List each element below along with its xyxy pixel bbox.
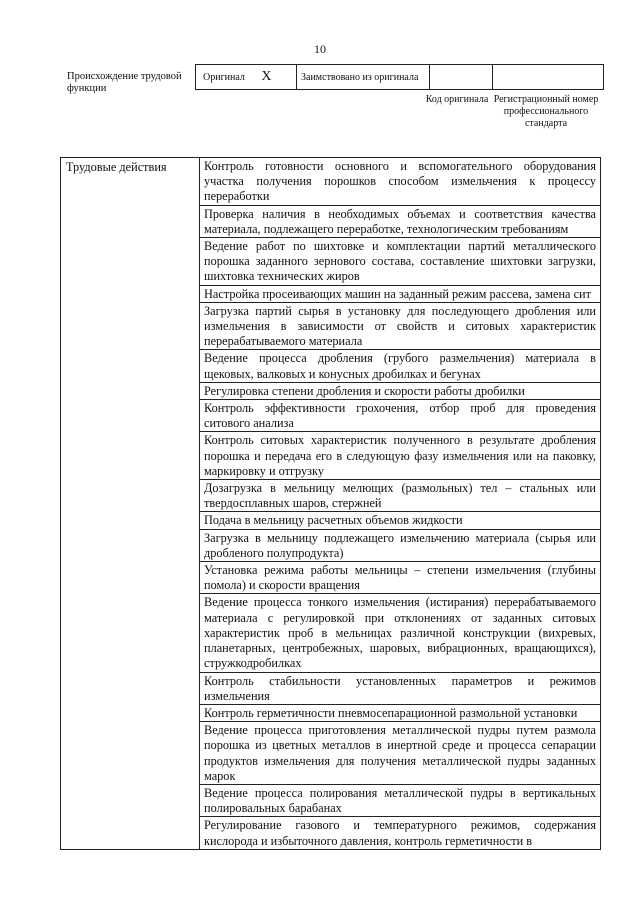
table-row	[61, 158, 601, 206]
labor-action-item: Регулирование газового и температурного режимов, содержания кислорода и избыточного давления, контроль герметичности в	[200, 817, 601, 849]
page-number: 10	[314, 42, 326, 56]
labor-action-item: Ведение работ по шихтовке и комплектации партий металлического порошка заданного зернового состава, составление шихтовки загрузки, шихтовка технических жиров	[200, 238, 601, 286]
labor-action-item: Контроль готовности основного и вспомогательного оборудования участка получения порошков способом измельчения к процессу переработки	[200, 158, 601, 206]
borrowed-cell: Заимствовано из оригинала	[297, 65, 430, 90]
labor-action-item: Загрузка в мельницу подлежащего измельчению материала (сырья или дробленого полупродукта)	[200, 529, 601, 561]
labor-action-item: Контроль стабильности установленных параметров и режимов измельчения	[200, 672, 601, 704]
code-cell	[430, 65, 493, 90]
labor-action-item: Ведение процесса полирования металлической пудры в вертикальных полировальных барабанах	[200, 784, 601, 816]
labor-action-item: Настройка просеивающих машин на заданный режим рассева, замена сит	[200, 285, 601, 302]
labor-action-item: Подача в мельницу расчетных объемов жидкости	[200, 512, 601, 529]
code-caption: Код оригинала	[425, 94, 489, 105]
labor-action-item: Контроль герметичности пневмосепарационной размольной установки	[200, 704, 601, 721]
labor-actions-table	[60, 157, 601, 850]
labor-action-item: Регулировка степени дробления и скорости работы дробилки	[200, 382, 601, 399]
labor-action-item: Установка режима работы мельницы – степени измельчения (глубины помола) и скорости вращения	[200, 562, 601, 594]
labor-action-item: Дозагрузка в мельницу мелющих (размольных) тел – стальных или твердосплавных шаров, стержней	[200, 480, 601, 512]
reg-number-cell	[493, 65, 604, 90]
original-cell	[196, 65, 297, 90]
labor-action-item: Контроль ситовых характеристик полученного в результате дробления порошка и передача его в следующую фазу измельчения или на паковку, маркировку и отгрузку	[200, 432, 601, 480]
labor-action-item: Проверка наличия в необходимых объемах и соответствия качества материала, подлежащего переработке, технологическим требованиям	[200, 205, 601, 237]
labor-action-item: Ведение процесса тонкого измельчения (истирания) перерабатываемого материала с регулировкой при отклонениях от заданных ситовых характеристик проб в мельницах различной конструкции (вихревых, планетарных, центробежных, шаровых, вибрационных, вращающихся), стружкодробилках	[200, 594, 601, 672]
original-mark: X	[261, 69, 272, 84]
labor-action-item: Ведение процесса дробления (грубого размельчения) материала в щековых, валковых и конусных дробилках и бегунах	[200, 350, 601, 382]
original-label: Оригинал	[203, 72, 245, 83]
origin-table	[195, 64, 604, 90]
labor-action-item: Контроль эффективности грохочения, отбор проб для проведения ситового анализа	[200, 400, 601, 432]
labor-action-item: Загрузка партий сырья в установку для последующего дробления или измельчения в зависимости от свойств и ситовых характеристик перерабатываемого материала	[200, 302, 601, 350]
origin-label: Происхождение трудовой функции	[67, 71, 182, 94]
reg-caption: Регистрационный номер профессионального стандарта	[493, 94, 599, 129]
labor-actions-heading: Трудовые действия	[61, 158, 200, 850]
labor-action-item: Ведение процесса приготовления металлической пудры путем размола порошка из цветных металлов в инертной среде и процесса сепарации продуктов измельчения для получения металлической пудры заданных марок	[200, 722, 601, 785]
